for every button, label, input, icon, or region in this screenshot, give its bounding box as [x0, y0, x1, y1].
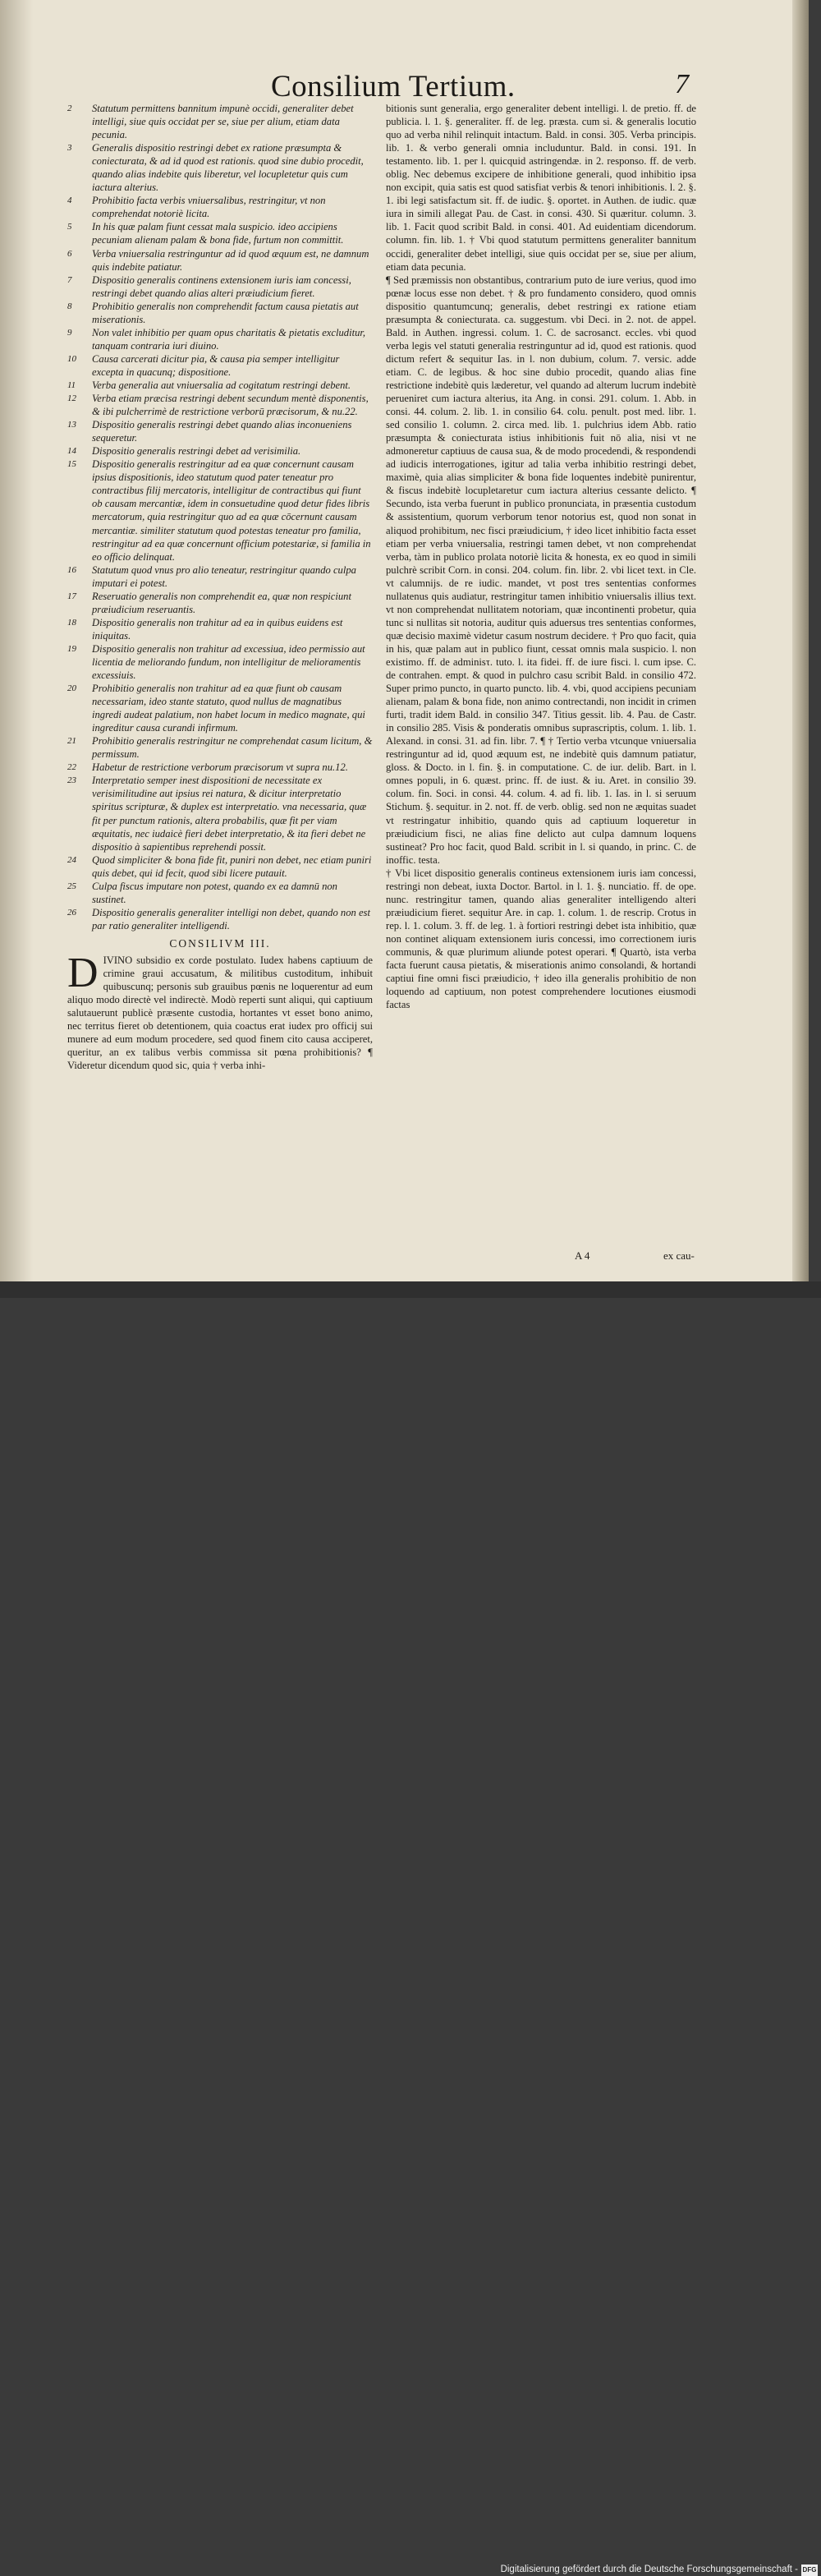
summary-item	[67, 274, 373, 300]
summary-item	[67, 444, 373, 458]
summary-text: Dispositio generalis non trahitur ad ea in quibus euidens est iniquitas.	[92, 616, 343, 642]
summary-number: 14	[67, 446, 76, 457]
summary-number: 23	[67, 775, 76, 786]
summary-item	[67, 141, 373, 194]
summary-number: 26	[67, 907, 76, 918]
summary-item	[67, 392, 373, 418]
summary-number: 8	[67, 301, 72, 311]
summary-number: 6	[67, 248, 72, 259]
dfg-logo: DFG	[801, 2564, 818, 2576]
summary-text: Dispositio generalis restringitur ad ea quæ concernunt causam ipsius dispositionis, ideo statutum quod pater teneatur pro contractibus filij mercatoris, intelligitur de contractibus qui fiunt ob causam mercantiæ, idem in consuetudine quod detur fides libris mercatorum, quia restringitur quo ad ea quæ cōcernunt causam mercantiæ. similiter statutum quod potestas teneatur pro familia, restringitur ad ea quæ concernunt officium potestariæ, si familia in eo officio delinquat.	[92, 458, 371, 563]
page-number: 7	[675, 69, 689, 99]
summary-number: 15	[67, 459, 76, 470]
summary-text: Dispositio generalis non trahitur ad excessiua, ideo permissio aut licentia de meliorando fundum, non intelligitur de melioramentis excessiuis.	[92, 642, 365, 682]
summary-item	[67, 774, 373, 853]
summary-item	[67, 102, 373, 141]
summary-number: 16	[67, 564, 76, 575]
summary-number: 2	[67, 104, 72, 113]
drop-capital: D	[67, 950, 99, 996]
summary-number: 20	[67, 683, 76, 694]
right-paragraph: ¶ Sed præmissis non obstantibus, contrarium puto de iure verius, quod imo pœnæ locus esse non debet. † & pro fundamento considero, quod omnis dispositio quantumcunq; generalis, debet restringi ex ratione etiam præsumpta & coniecturata. ca. suggestum. vbi Deci. in 2. not. de appel. Bald. in Authen. ingressi. colum. 1. C. de sacrosanct. eccles. vbi quod verba legis vel statuti generalia restringuntur ad id, quod est rationis. quod dictum refert & sequitur Ias. in l. non dubium, colum. 7. versic. adde etiam. C. de legibus. & hoc sine dubio procedit, quando alias fine restrictione indebitè quis læderetur, vel quando ad alterum lucrum indebitè perueniret cum iactura alterius, ita Ang. in consi. 291. colum. 1. Abb. in consi. 44. colum. 2. lib. 1. in consilio 64. colu. penult. post med. libr. 1. sed consilio 1. column. 2. circa med. lib. 1. pulchrius idem Abb. ratio præsumpta & coniecturata istius inhibitionis fuit nō alia, nisi vt ne admoneretur captiuus de causa sua, & de modo procedendi, & respondendi ad iudicis interrogationes, igitur ad talia verba inhibitio restringi debet, maximè, quia alias simpliciter & bona fide loquentes indebitè punirentur, & fiscus indebitè locupletaretur cum iactura alterius cessante delicto. ¶ Secundo, ista verba fuerunt in publico pronunciata, in præsentia custodum & assistentium, quorum verborum tenor notorius est, quod non sonat in aliquod prohibitum, nec fisci præiudicium, † ideo licet inhibitio facta esset etiam per verba vniuersalia, restringi tamen debet, vt non comprehendat verba, tàm in publico prolata notoriè licita & honesta, ex eo quod in simili pulchrè scribit Corn. in consi. 204. colum. fin. libr. 2. vbi licet text. in Cle. vt calumnijs. de re iudic. mandet, vt post tres sententias conformes nullatenus quis audiatur, restringitur tamen inhibitio vniuersalis illius text. vt non comprehendat nullitatem notoriam, quæ incontinenti probetur, quia tunc si nullitas sit notoria, auditur quis aduersus tres sententias conformes, quæ decisio maximè videtur casum nostrum decidere. † Pro quo facit, quia in his, quæ palam aut in publico fiunt, cessat omnis mala suspicio. l. non existimo. ff. de adminisτ. tuto. l. ita fidei. ff. de iure fisci. l. cum ipse. C. de contrahen. empt. & quod in pulchro casu scribit Bald. in consilio 472. Super primo puncto, in quarto puncto. lib. 4. vbi, quod accipiens pecuniam alienam, palam & bona fide, non animo contrectandi, non incidit in crimen furti, tradit idem Bald. in consilio 347. Titius gessit. lib. 4. Pau. de Castr. in consilio 285. Visis & ponderatis omnibus suprascriptis, colum. 1. lib. 1. Alexand. in consi. 31. ad fin. libr. 7. ¶ † Tertio verba vtcunque vniuersalia restringuntur ad id, quod æquum est, ne indebitè quis damnum patiatur, gloss. & Docto. in l. fin. §. in computatione. C. de iur. delib. Bart. in l. omnes populi, in 6. quæst. princ. ff. de iust. & iu. Aret. in consilio 39. colum. fin. Soci. in consi. 44. colum. 4. ad fi. lib. 1. Ias. in l. si seruum Stichum. §. sequitur. in 2. not. ff. de verb. oblig. sed non ne æquitas suadet vt restringatur inhibitio, quando quis ad captiuum loqueretur in præiudicium fisci, ne alias fine delicto aut culpa damnum loquens sustineat? Pro hoc facit, quod Bald. scribit in l. si quando, in princ. C. de inoffic. testa.	[386, 274, 696, 866]
consilium-heading: CONSILIVM III.	[169, 936, 271, 950]
right-paragraph: † Vbi licet dispositio generalis contineus extensionem iuris iam concessi, restringi non debeat, iuxta Doctor. Bartol. in l. 1. §. nunciatio. ff. de ope. nunc. restringitur tamen, quando alias generaliter intelligendo alteri præiudicium fieret. sequitur Are. in cap. 1. colum. 1. de rescrip. Crotus in rep. l. 1. colum. 3. ff. de leg. 1. à fortiori restringi debet ista inhibitio, quæ non continet aliquam extensionem iuris concessi, imo correctionem iuris communis, & quæ plurimum aliunde potest operari. ¶ Quartò, ista verba facta fuerunt causa pietatis, & miserationis animo consolandi, & hortandi captiui fine omni fisci præiudicio, † ideo illa generalis prohibitio de non loquendo ad captiuum, non potest comprehendere locutiones eiusmodi factas	[386, 867, 696, 1011]
summary-list	[67, 102, 373, 932]
summary-item	[67, 300, 373, 326]
summary-text: Verba vniuersalia restringuntur ad id quod æquum est, ne damnum quis indebite patiatur.	[92, 247, 369, 273]
summary-number: 11	[67, 380, 76, 390]
right-column	[386, 102, 696, 1011]
summary-text: Dispositio generalis generaliter intelligi non debet, quando non est par ratio generaliter intelligendi.	[92, 906, 370, 932]
summary-number: 24	[67, 854, 76, 865]
summary-text: Prohibitio facta verbis vniuersalibus, restringitur, vt non comprehendat notoriè licita.	[92, 195, 326, 220]
summary-text: Statutum permittens bannitum impunè occidi, generaliter debet intelligi, siue quis occidat per se, siue per alium, etiam data pecunia.	[92, 103, 354, 141]
summary-item	[67, 642, 373, 682]
book-page	[0, 0, 809, 1281]
summary-item	[67, 458, 373, 563]
summary-number: 21	[67, 736, 76, 747]
summary-text: Interpretatio semper inest dispositioni de necessitate ex verisimilitudine aut ipsius rei natura, & dicitur interpretatio spiritus scripturæ, & duplex est interpretatio. vna necessaria, quæ fit per punctum rationis, altera probabilis, quæ fit per viam æquitatis, nec iudaicè fieri debet interpretatio, & ita fieri debet ne dispositio à sapientibus reprehendi possit.	[92, 775, 367, 853]
summary-text: Causa carcerati dicitur pia, & causa pia semper intelligitur excepta in quacunq; dispositione.	[92, 352, 340, 378]
summary-number: 4	[67, 196, 72, 206]
summary-number: 7	[67, 274, 72, 285]
summary-text: Verba generalia aut vniuersalia ad cogitatum restringi debent.	[92, 379, 351, 391]
summary-number: 9	[67, 327, 72, 338]
summary-text: Verba etiam præcisa restringi debent secundum mentè disponentis, & ibi pulcherrimè de restrictione verborū præcisorum, & nu.22.	[92, 393, 369, 418]
running-title: Consilium Tertium.	[271, 70, 516, 104]
left-column	[67, 102, 373, 1072]
page-edge	[792, 0, 809, 1281]
page-gutter-shadow	[0, 0, 33, 1281]
summary-item	[67, 247, 373, 274]
summary-item	[67, 379, 373, 392]
catchword: ex cau-	[663, 1249, 695, 1262]
summary-item	[67, 761, 373, 774]
credit-bar	[0, 1281, 821, 2574]
summary-text: Dispositio generalis continens extensionem iuris iam concessi, restringi debet quando alias alteri præiudicium fieret.	[92, 274, 351, 299]
summary-item	[67, 880, 373, 906]
summary-item	[67, 906, 373, 932]
opening-text: subsidio ex corde postulato. Iudex habens captiuum de crimine graui accusatum, & militibus custoditum, inhibuit quibuscunq; personis sub grauibus pœnis ne loquerentur ad eum aliquo modo directè vel indirectè. Modò reperti sunt aliqui, qui captiuum salutauerunt publicè præsente custodia, hortantes vt esset bono animo, nec territus fieret ob detentionem, quia coactus erat iudex pro officij sui munere ad eum modum procedere, sed quod finem cito causa acciperet, queritur, an ex talibus verbis commissa sit pœna prohibitionis? ¶ Videretur dicendum quod sic, quia † verba inhi-	[67, 954, 373, 1072]
summary-text: Dispositio generalis restringi debet ad verisimilia.	[92, 445, 301, 458]
summary-number: 10	[67, 353, 76, 364]
summary-item	[67, 418, 373, 444]
summary-number: 25	[67, 881, 76, 891]
credit-text: Digitalisierung gefördert durch die Deutsche Forschungsgemeinschaft -	[500, 2564, 798, 2574]
summary-text: Dispositio generalis restringi debet quando alias inconueniens sequeretur.	[92, 419, 352, 444]
summary-number: 18	[67, 617, 76, 628]
opening-word: IVINO	[103, 954, 133, 966]
summary-text: Prohibitio generalis non comprehendit factum causa pietatis aut miserationis.	[92, 300, 359, 325]
summary-item	[67, 734, 373, 761]
summary-number: 12	[67, 393, 76, 404]
summary-item	[67, 220, 373, 246]
summary-text: Non valet inhibitio per quam opus charitatis & pietatis excluditur, tanquam contraria iuri diuino.	[92, 326, 366, 352]
summary-item	[67, 564, 373, 590]
summary-item	[67, 352, 373, 379]
summary-number: 22	[67, 762, 76, 773]
summary-number: 5	[67, 222, 72, 232]
summary-number: 13	[67, 420, 76, 430]
summary-text: Quod simpliciter & bona fide fit, puniri non debet, nec etiam puniri quis debet, qui id fecit, quod sibi licere putauit.	[92, 853, 372, 879]
summary-item	[67, 616, 373, 642]
summary-text: Culpa fiscus imputare non potest, quando ex ea damnū non sustinet.	[92, 880, 337, 905]
summary-text: In his quæ palam fiunt cessat mala suspicio. ideo accipiens pecuniam alienam palam & bona fide, furtum non committit.	[92, 221, 344, 246]
summary-item	[67, 853, 373, 880]
signature-mark: A 4	[575, 1249, 590, 1262]
summary-text: Habetur de restrictione verborum præcisorum vt supra nu.12.	[92, 761, 348, 774]
summary-item	[67, 590, 373, 616]
summary-item	[67, 326, 373, 352]
consilium-opening	[67, 950, 373, 1072]
summary-text: Reseruatio generalis non comprehendit ea, quæ non respiciunt præiudicium reseruantis.	[92, 590, 351, 615]
summary-number: 3	[67, 143, 72, 154]
summary-item	[67, 682, 373, 734]
right-paragraph: bitionis sunt generalia, ergo generaliter debent intelligi. l. de pretio. ff. de publicia. l. 1. §. generaliter. ff. de leg. præsta. cum si. & generalis locutio quo ad verba nihil relinquit intactum. Bald. in consi. 305. Verba principis. lib. 1. & verbo generali omnia includuntur. Bald. in consi. 191. In testamento. lib. 1. per l. quicquid astringendæ. in 2. responso. ff. de verb. oblig. Nec debemus excipere de inhibitione generali, quod inhibitio ipsa non excipit, quia satis est quod satisfiat verbis & tenori inhibitionis. l. 2. §. 1. ibi legi satisfactum sit. ff. de iudic. §. oportet. in Authen. de iudic. quæ iura in simili allegat Pau. de Cast. in consi. 430. Si quæritur. column. 3. lib. 1. Facit quod scribit Bald. in consi. 401. Ad euidentiam dicendorum. column. fin. lib. 1. † Vbi quod statutum permittens generaliter bannitum occidi, generaliter debet intelligi, siue quis occidat per se, siue per alium, etiam data pecunia.	[386, 103, 696, 273]
summary-number: 19	[67, 643, 76, 654]
summary-item	[67, 194, 373, 220]
summary-text: Statutum quod vnus pro alio teneatur, restringitur quando culpa imputari ei potest.	[92, 564, 356, 589]
summary-text: Generalis dispositio restringi debet ex ratione præsumpta & coniecturata, & ad id quod est rationis. quod sine dubio procedit, quando alias indebite quis liberetur, vel locupletetur quis cum iactura alterius.	[92, 142, 364, 194]
summary-text: Prohibitio generalis non trahitur ad ea quæ fiunt ob causam necessariam, ideo stante statuto, quod nullus de magnatibus ingredi audeat palatium, non habet locum in medico magnate, qui ingreditur causa curandi infirmum.	[92, 683, 365, 734]
summary-number: 17	[67, 591, 76, 601]
summary-text: Prohibitio generalis restringitur ne comprehendat casum licitum, & permissum.	[92, 735, 373, 761]
